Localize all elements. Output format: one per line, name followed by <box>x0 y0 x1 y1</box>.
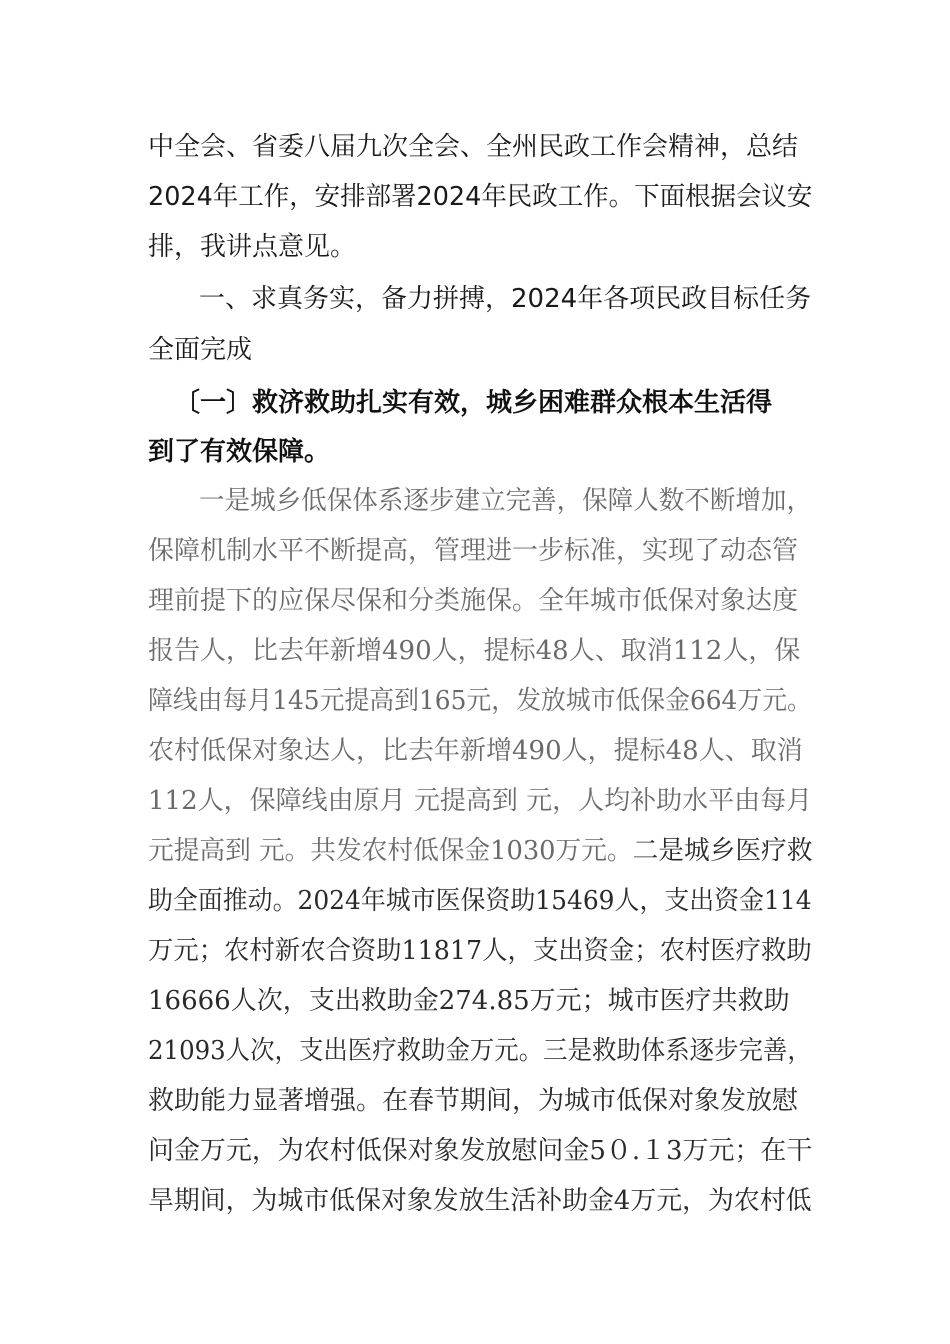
paragraph-line-12: 21093人次，支出医疗救助金万元。三是救助体系逐步完善， <box>148 1036 812 1066</box>
paragraph-line-13: 救助能力显著增强。在春节期间，为城市低保对象发放慰 <box>148 1086 799 1116</box>
subsection-heading-line-2: 到了有效保障。 <box>148 437 331 467</box>
paragraph-line-8 <box>148 834 812 868</box>
section-heading-line-1: 一、求真务实，备力拼搏，2024年各项民政目标任务 <box>199 284 812 314</box>
paragraph-line-3: 理前提下的应保尽保和分类施保。全年城市低保对象达度 <box>148 586 799 616</box>
paragraph-line-2: 保障机制水平不断提高，管理进一步标准，实现了动态管 <box>148 536 799 566</box>
paragraph-line-5: 障线由每月145元提高到165元，发放城市低保金664万元。 <box>148 686 812 716</box>
paragraph-line-7: 112人，保障线由原月 元提高到 元，人均补助水平由每月 <box>148 786 813 816</box>
body-line-2: 2024年工作，安排部署2024年民政工作。下面根据会议安 <box>148 182 813 212</box>
paragraph-line-14: 问金万元，为农村低保对象发放慰问金5０.１3万元；在干 <box>148 1136 813 1166</box>
paragraph-line-8-part-a: 元提高到 元。共发农村低保金1030万元。 <box>148 836 633 866</box>
paragraph-line-8-part-b: 二是城乡医疗救 <box>632 836 813 866</box>
paragraph-line-11: 16666人次，支出救助金274.85万元；城市医疗共救助 <box>148 986 790 1016</box>
section-heading-line-2: 全面完成 <box>148 335 253 365</box>
paragraph-line-4: 报告人，比去年新增490人，提标48人、取消112人，保 <box>148 636 801 666</box>
paragraph-line-6: 农村低保对象达人，比去年新增490人，提标48人、取消 <box>148 736 803 766</box>
subsection-heading-line-1: 〔一〕救济救助扎实有效，城乡困难群众根本生活得 <box>174 388 773 418</box>
paragraph-line-9: 助全面推动。2024年城市医保资助15469人，支出资金114 <box>148 886 812 916</box>
body-line-1: 中全会、省委八届九次全会、全州民政工作会精神，总结 <box>148 132 799 162</box>
paragraph-line-15: 旱期间，为城市低保对象发放生活补助金4万元，为农村低 <box>148 1186 812 1216</box>
paragraph-line-10: 万元；农村新农合资助11817人，支出资金；农村医疗救助 <box>148 936 812 966</box>
body-line-3: 排，我讲点意见。 <box>148 232 357 262</box>
paragraph-line-1: 一是城乡低保体系逐步建立完善，保障人数不断增加， <box>199 486 813 516</box>
